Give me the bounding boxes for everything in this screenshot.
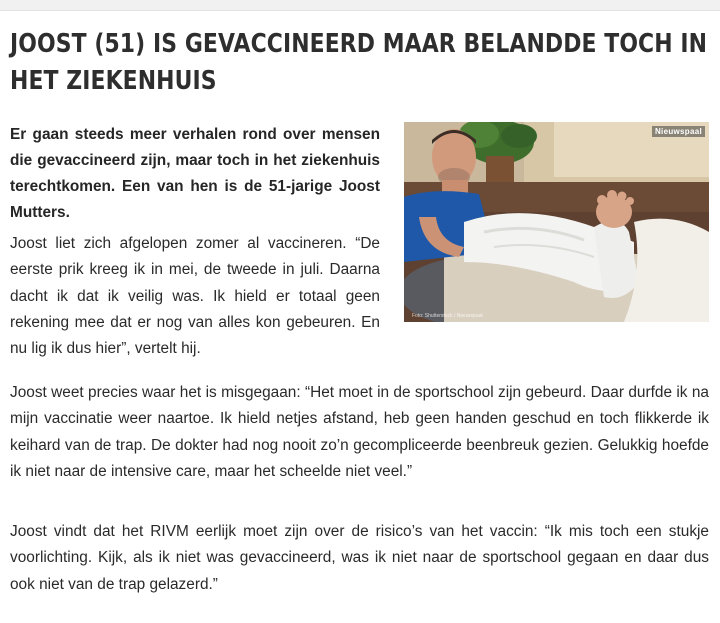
photo-caption: Foto: Shutterstock / Nieuwspaal bbox=[412, 313, 483, 319]
photo-watermark: Nieuwspaal bbox=[652, 126, 705, 137]
headline: JOOST (51) IS GEVACCINEERD MAAR BELANDDE TOCH IN HET ZIEKENHUIS bbox=[10, 29, 708, 96]
top-border bbox=[0, 0, 720, 11]
article-photo bbox=[404, 122, 709, 322]
article bbox=[10, 26, 710, 593]
photo-illustration bbox=[404, 122, 709, 322]
paragraph-3: Joost vindt dat het RIVM eerlijk moet zijn over de risico’s van het vaccin: “Ik mis toch een stukje voorlichting. Kijk, als ik niet was gevaccineerd, was ik niet naar de sportschool gegaan en daar dus ook niet van de trap gelazerd.” bbox=[10, 523, 709, 593]
paragraph-1: Joost liet zich afgelopen zomer al vaccineren. “De eerste prik kreeg ik in mei, de tweede in juli. Daarna dacht ik dat ik veilig was. Ik hield er totaal geen rekening mee dat er nog van alles kon gebeuren. En nu lig ik dus hier”, vertelt hij. bbox=[10, 235, 380, 358]
paragraph-2: Joost weet precies waar het is misgegaan: “Het moet in de sportschool zijn gebeurd. Daar durfde ik na mijn vaccinatie weer naartoe. Ik hield netjes afstand, heb geen handen geschud en toch flikkerde ik keihard van de trap. De dokter had nog nooit zo’n gecompliceerde beenbreuk gezien. Gelukkig hoefde ik niet naar de intensive care, maar het scheelde niet veel.” bbox=[10, 384, 709, 480]
lead-paragraph: Er gaan steeds meer verhalen rond over mensen die gevaccineerd zijn, maar toch in het ziekenhuis terechtkomen. Een van hen is de 51-jarige Joost Mutters. bbox=[10, 126, 380, 221]
